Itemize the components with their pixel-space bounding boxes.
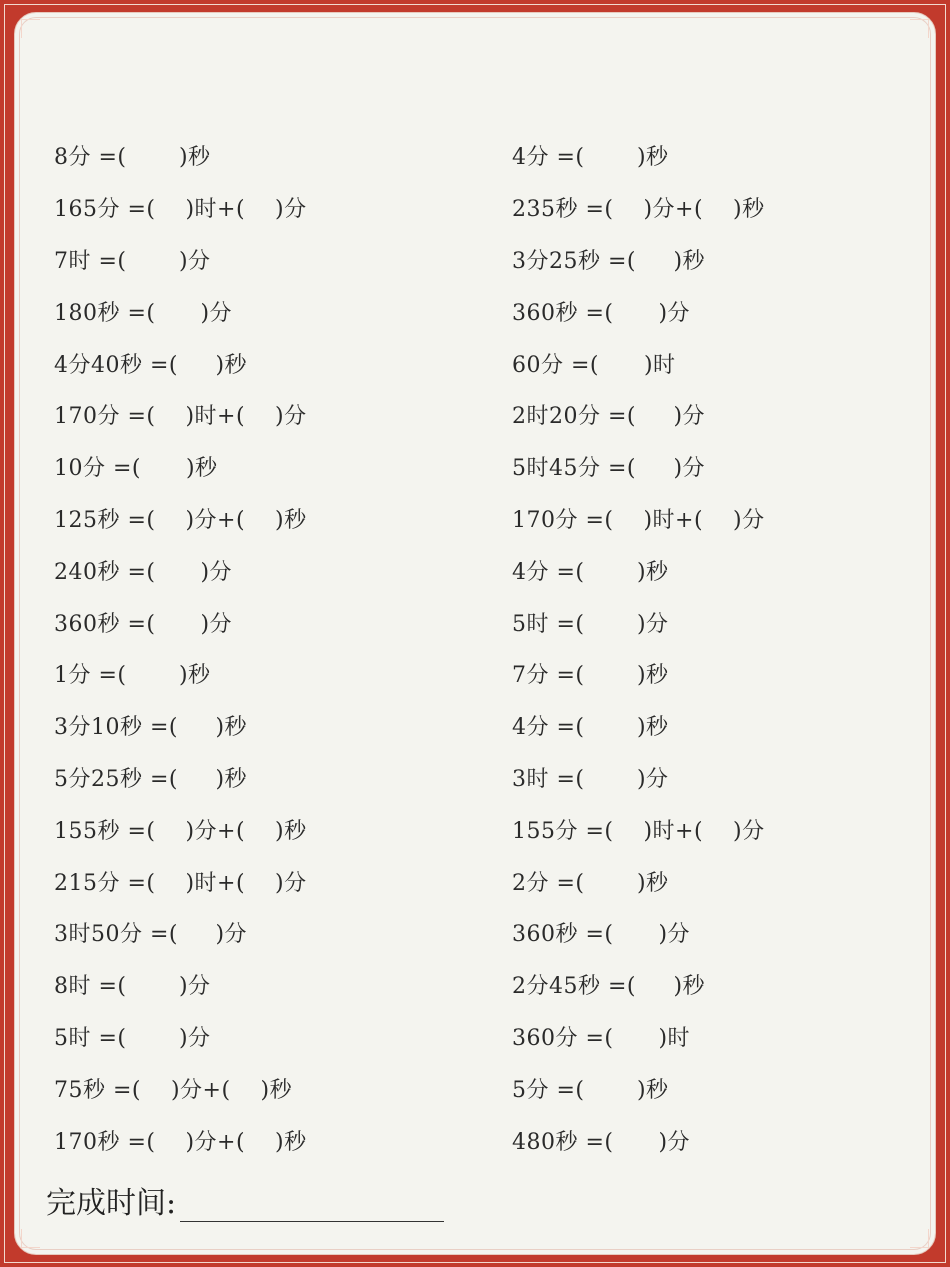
problem-row [54,907,474,959]
problem-row [54,596,474,648]
problem-text: 5分25秒 =( )秒 [54,766,248,792]
problem-row [512,441,932,493]
completion-time-blank[interactable] [180,1187,444,1222]
problem-row [54,1062,474,1114]
problem-row [54,389,474,441]
problem-row [54,493,474,545]
problem-row [512,959,932,1011]
problem-text: 180秒 =( )分 [54,300,233,326]
problem-text: 8时 =( )分 [54,974,211,1000]
problem-row [54,234,474,286]
problem-row [512,130,932,182]
problem-text: 155秒 =( )分+( )秒 [54,818,307,844]
problem-row [512,285,932,337]
problem-row [512,700,932,752]
problem-row [54,803,474,855]
problem-text: 165分 =( )时+( )分 [54,197,307,223]
problem-text: 360秒 =( )分 [54,611,233,637]
problem-row [54,1114,474,1166]
problem-text: 4分 =( )秒 [512,559,669,585]
problem-text: 2时20分 =( )分 [512,404,706,430]
problem-row [54,337,474,389]
problem-row [512,907,932,959]
problem-row [512,1114,932,1166]
problem-row [54,1011,474,1063]
problem-text: 2分 =( )秒 [512,870,669,896]
problem-row [512,182,932,234]
problem-text: 5时45分 =( )分 [512,456,706,482]
problem-text: 75秒 =( )分+( )秒 [54,1077,293,1103]
problem-row [512,1062,932,1114]
problem-row [512,493,932,545]
problem-row [54,182,474,234]
problem-text: 4分40秒 =( )秒 [54,352,248,378]
problem-text: 360分 =( )时 [512,1025,691,1051]
problem-text: 360秒 =( )分 [512,300,691,326]
problem-text: 170秒 =( )分+( )秒 [54,1129,307,1155]
problem-text: 215分 =( )时+( )分 [54,870,307,896]
completion-time-label: 完成时间: [46,1186,177,1221]
problem-row [512,234,932,286]
problem-row [54,544,474,596]
problem-row [512,596,932,648]
problem-text: 7时 =( )分 [54,248,211,274]
problem-text: 3时 =( )分 [512,766,669,792]
problem-text: 240秒 =( )分 [54,559,233,585]
left-problem-column [54,130,474,1166]
problem-text: 170分 =( )时+( )分 [54,404,307,430]
problem-row [512,855,932,907]
problem-text: 480秒 =( )分 [512,1129,691,1155]
problem-text: 3时50分 =( )分 [54,922,248,948]
problem-text: 5时 =( )分 [512,611,669,637]
problem-text: 4分 =( )秒 [512,715,669,741]
problem-text: 5时 =( )分 [54,1025,211,1051]
problem-text: 7分 =( )秒 [512,663,669,689]
problem-text: 3分25秒 =( )秒 [512,248,706,274]
problem-row [54,648,474,700]
problem-text: 3分10秒 =( )秒 [54,715,248,741]
problem-text: 5分 =( )秒 [512,1077,669,1103]
corner-ornament [21,19,40,38]
problem-row [54,130,474,182]
problem-text: 360秒 =( )分 [512,922,691,948]
problem-text: 155分 =( )时+( )分 [512,818,765,844]
problem-row [54,285,474,337]
problem-text: 1分 =( )秒 [54,663,211,689]
problem-row [54,959,474,1011]
problem-row [512,544,932,596]
problem-row [512,803,932,855]
problem-row [512,1011,932,1063]
problem-text: 125秒 =( )分+( )秒 [54,507,307,533]
problem-text: 8分 =( )秒 [54,145,211,171]
problem-text: 60分 =( )时 [512,352,676,378]
corner-ornament [910,19,929,38]
problem-row [54,855,474,907]
problem-text: 170分 =( )时+( )分 [512,507,765,533]
problem-row [512,752,932,804]
problem-row [54,700,474,752]
corner-ornament [910,1229,929,1248]
problem-row [512,389,932,441]
problem-row [512,337,932,389]
problem-text: 10分 =( )秒 [54,456,218,482]
completion-time-field [46,1178,444,1222]
right-problem-column [512,130,932,1166]
problem-text: 4分 =( )秒 [512,145,669,171]
problem-row [54,441,474,493]
problem-text: 2分45秒 =( )秒 [512,974,706,1000]
corner-ornament [21,1229,40,1248]
problem-row [512,648,932,700]
problem-text: 235秒 =( )分+( )秒 [512,197,765,223]
problem-row [54,752,474,804]
